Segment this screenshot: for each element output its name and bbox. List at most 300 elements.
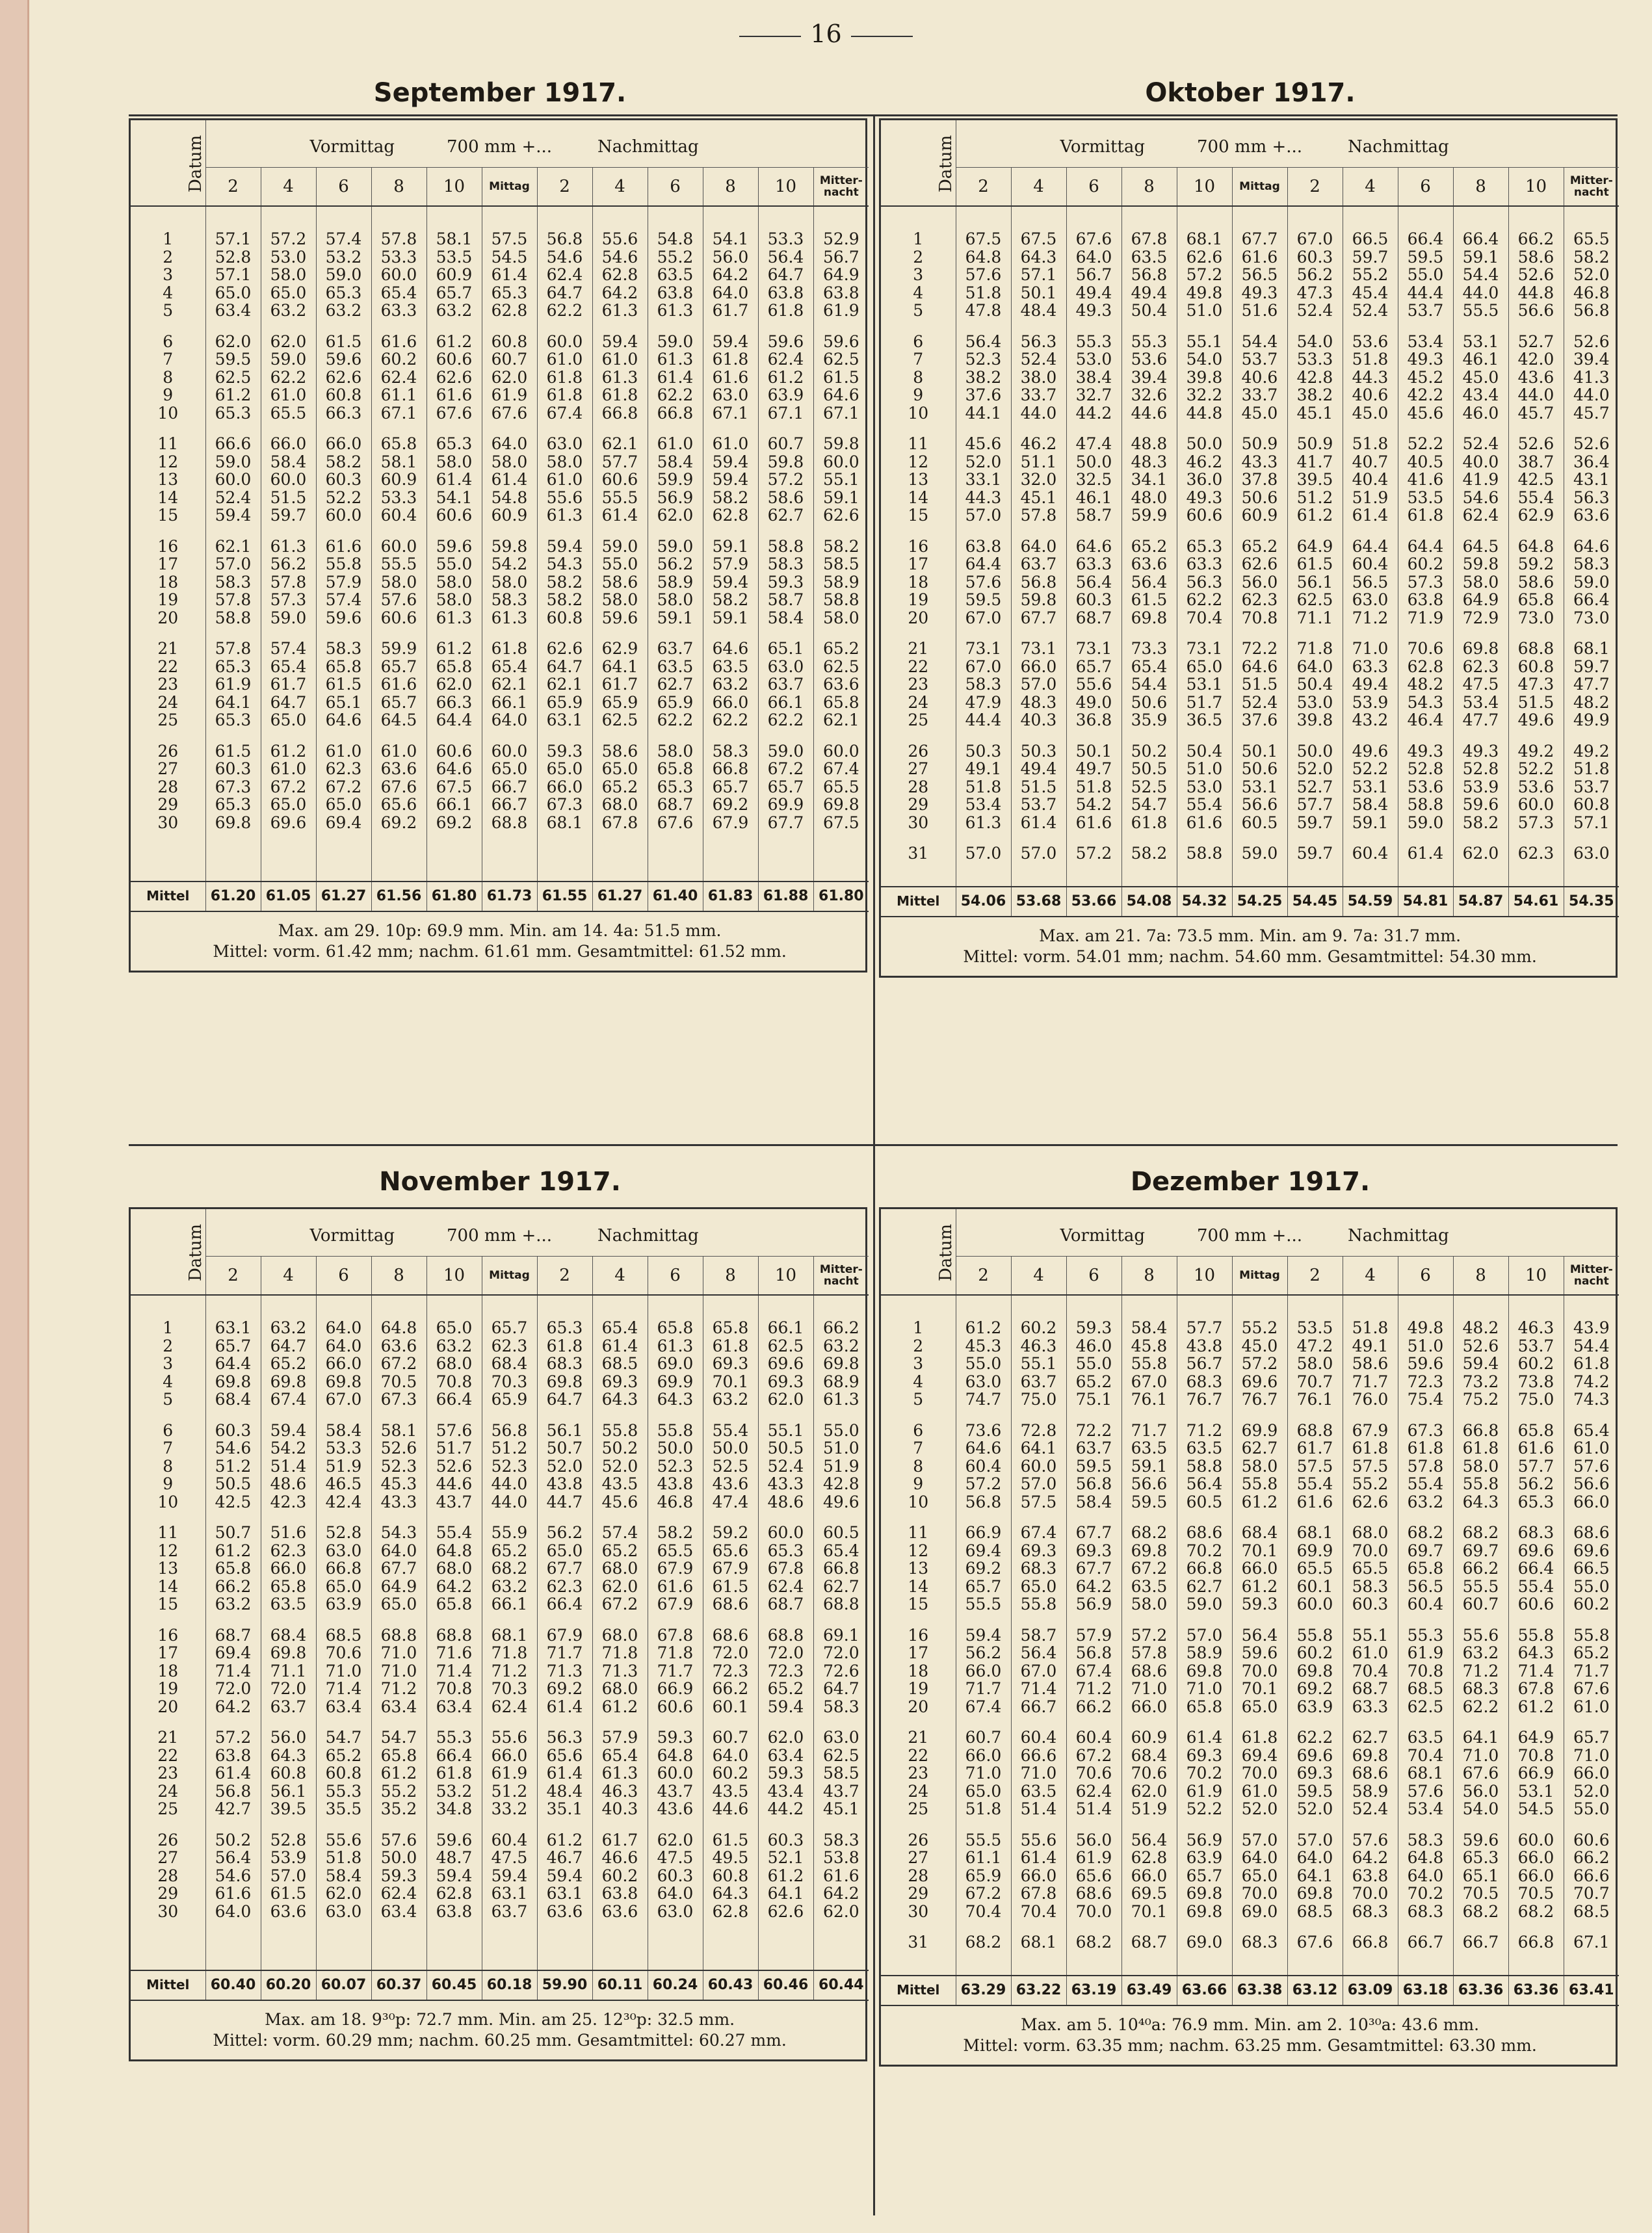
value-cell: 56.5 bbox=[1232, 266, 1287, 284]
value-cell: 73.1 bbox=[1177, 640, 1232, 658]
value-cell: 73.0 bbox=[1573, 608, 1610, 627]
value-cell: 50.0 bbox=[703, 1439, 758, 1457]
value-cell: 67.5 bbox=[1011, 230, 1066, 248]
day-cell: 8 bbox=[131, 369, 205, 387]
day-cell: 17 bbox=[131, 555, 205, 573]
value-cell: 56.8 bbox=[1121, 266, 1177, 284]
value-cell: 67.9 bbox=[703, 1560, 758, 1578]
value-cell: 68.7 bbox=[1343, 1680, 1398, 1698]
hour-header: 2 bbox=[537, 1257, 592, 1296]
value-cell: 63.0 bbox=[823, 1728, 859, 1747]
value-cell: 56.8 bbox=[482, 1422, 537, 1440]
hour-header: 6 bbox=[648, 168, 703, 207]
value-cell: 50.9 bbox=[1232, 435, 1287, 453]
value-cell: 67.9 bbox=[703, 814, 758, 845]
value-cell: 49.7 bbox=[1066, 760, 1121, 778]
day-cell: 28 bbox=[881, 778, 956, 796]
table-row bbox=[131, 538, 869, 556]
value-cell: 63.0 bbox=[648, 1903, 703, 1934]
value-cell: 68.7 bbox=[648, 796, 703, 814]
mittel-value: 61.40 bbox=[648, 881, 703, 911]
value-cell: 59.2 bbox=[703, 1524, 758, 1542]
value-cell: 55.6 bbox=[1453, 1626, 1508, 1645]
value-cell: 65.7 bbox=[1573, 1728, 1610, 1747]
value-cell: 53.4 bbox=[956, 796, 1011, 814]
value-cell: 64.9 bbox=[1453, 591, 1508, 609]
hour-header: 8 bbox=[1453, 1257, 1508, 1296]
value-cell: 61.8 bbox=[1232, 1729, 1287, 1747]
value-cell: 42.5 bbox=[205, 1493, 261, 1524]
value-cell: 58.7 bbox=[1066, 506, 1121, 538]
day-cell: 18 bbox=[881, 1662, 956, 1680]
value-cell: 64.6 bbox=[703, 640, 758, 658]
table-row bbox=[131, 1595, 869, 1626]
value-cell: 49.8 bbox=[1398, 1319, 1453, 1337]
table-row bbox=[881, 369, 1619, 387]
value-cell: 70.6 bbox=[1066, 1764, 1121, 1782]
value-cell: 56.9 bbox=[1066, 1595, 1121, 1626]
value-cell: 51.2 bbox=[482, 1439, 537, 1457]
value-cell: 56.8 bbox=[956, 1493, 1011, 1524]
value-cell: 55.2 bbox=[1343, 266, 1398, 284]
value-cell: 65.9 bbox=[648, 694, 703, 712]
value-cell: 45.6 bbox=[956, 435, 1011, 453]
value-cell: 61.9 bbox=[1066, 1849, 1121, 1867]
mittel-value: 61.73 bbox=[482, 881, 537, 911]
value-cell: 53.9 bbox=[1453, 778, 1508, 796]
value-cell: 60.0 bbox=[648, 1764, 703, 1782]
mittel-row bbox=[131, 1970, 869, 2000]
value-cell: 42.7 bbox=[205, 1800, 261, 1831]
value-cell: 40.0 bbox=[1453, 453, 1508, 471]
value-cell: 68.2 bbox=[1066, 1933, 1121, 1952]
value-cell: 66.4 bbox=[1508, 1560, 1564, 1578]
value-cell: 71.7 bbox=[1343, 1373, 1398, 1391]
value-cell: 67.2 bbox=[316, 778, 371, 796]
value-cell: 63.6 bbox=[537, 1903, 592, 1934]
value-cell: 49.6 bbox=[1343, 742, 1398, 761]
value-cell: 64.9 bbox=[1287, 538, 1343, 556]
value-cell: 65.8 bbox=[1398, 1560, 1453, 1578]
table-row bbox=[881, 435, 1619, 453]
value-cell: 62.6 bbox=[537, 640, 592, 658]
value-cell: 71.0 bbox=[1177, 1680, 1232, 1698]
day-cell: 4 bbox=[131, 1373, 205, 1391]
value-cell: 67.1 bbox=[703, 404, 758, 436]
hour-header: Mitter- nacht bbox=[1564, 168, 1619, 207]
value-cell: 59.4 bbox=[592, 333, 648, 351]
table-row bbox=[881, 1560, 1619, 1578]
day-cell: 13 bbox=[881, 471, 956, 489]
value-cell: 69.8 bbox=[1287, 1662, 1343, 1680]
value-cell: 65.1 bbox=[1453, 1867, 1508, 1885]
value-cell: 61.2 bbox=[426, 333, 482, 351]
value-cell: 58.2 bbox=[703, 489, 758, 507]
value-cell: 58.3 bbox=[205, 573, 261, 592]
footer-mittel: Mittel: vorm. 63.35 mm; nachm. 63.25 mm. Gesamtmittel: 63.30 mm. bbox=[963, 2035, 1537, 2055]
value-cell: 57.4 bbox=[316, 230, 371, 248]
value-cell: 65.0 bbox=[316, 796, 371, 814]
mittel-value: 54.06 bbox=[956, 887, 1011, 917]
month-table bbox=[129, 1207, 867, 2061]
value-cell: 57.6 bbox=[1398, 1782, 1453, 1801]
vormittag-label: Vormittag bbox=[309, 1226, 395, 1246]
value-cell: 61.6 bbox=[426, 386, 482, 404]
day-cell: 8 bbox=[131, 1457, 205, 1476]
value-cell: 61.3 bbox=[592, 369, 648, 387]
value-cell: 63.5 bbox=[1398, 1729, 1453, 1747]
value-cell: 59.6 bbox=[823, 332, 859, 351]
footer-mittel: Mittel: vorm. 60.29 mm; nachm. 60.25 mm. Gesamtmittel: 60.27 mm. bbox=[213, 2031, 787, 2050]
day-cell: 30 bbox=[131, 1903, 205, 1934]
hour-header: 10 bbox=[1177, 1257, 1232, 1296]
value-cell: 55.2 bbox=[648, 248, 703, 267]
value-cell: 69.3 bbox=[758, 1373, 813, 1391]
value-cell: 67.4 bbox=[1066, 1662, 1121, 1680]
value-cell: 64.9 bbox=[1508, 1729, 1564, 1747]
datum-header: Datum bbox=[881, 120, 956, 206]
value-cell: 52.6 bbox=[426, 1457, 482, 1476]
value-cell: 55.5 bbox=[592, 489, 648, 507]
value-cell: 63.2 bbox=[703, 1391, 758, 1422]
value-cell: 69.8 bbox=[1177, 1885, 1232, 1903]
value-cell: 52.5 bbox=[1121, 778, 1177, 796]
mittel-value: 61.27 bbox=[316, 881, 371, 911]
value-cell: 54.1 bbox=[426, 489, 482, 507]
value-cell: 54.0 bbox=[1287, 333, 1343, 351]
value-cell: 68.8 bbox=[1287, 1422, 1343, 1440]
value-cell: 55.8 bbox=[592, 1422, 648, 1440]
value-cell: 63.8 bbox=[1343, 1867, 1398, 1885]
table-row bbox=[131, 1867, 869, 1885]
value-cell: 64.0 bbox=[1066, 248, 1121, 267]
day-cell: 10 bbox=[881, 1493, 956, 1524]
value-cell: 59.3 bbox=[1066, 1319, 1121, 1337]
value-cell: 68.8 bbox=[823, 1595, 859, 1613]
value-cell: 62.5 bbox=[823, 657, 859, 676]
value-cell: 62.7 bbox=[1343, 1729, 1398, 1747]
value-cell: 59.0 bbox=[1232, 844, 1287, 863]
value-cell: 62.8 bbox=[703, 506, 758, 538]
value-cell: 65.7 bbox=[426, 284, 482, 302]
value-cell: 53.7 bbox=[1398, 302, 1453, 333]
page-number: 16 bbox=[0, 20, 1652, 48]
value-cell: 56.9 bbox=[1177, 1831, 1232, 1849]
value-cell: 56.4 bbox=[1011, 1644, 1066, 1662]
value-cell: 62.7 bbox=[1232, 1439, 1287, 1457]
value-cell: 52.6 bbox=[1573, 434, 1610, 453]
value-cell: 66.9 bbox=[956, 1524, 1011, 1542]
value-cell: 61.3 bbox=[592, 302, 648, 333]
value-cell: 71.3 bbox=[592, 1662, 648, 1680]
value-cell: 71.0 bbox=[956, 1764, 1011, 1782]
value-cell: 67.9 bbox=[648, 1595, 703, 1626]
value-cell: 63.4 bbox=[426, 1698, 482, 1729]
value-cell: 73.0 bbox=[1508, 609, 1564, 640]
value-cell: 58.8 bbox=[1398, 796, 1453, 814]
value-cell: 52.6 bbox=[1573, 332, 1610, 351]
table-row bbox=[881, 1595, 1619, 1626]
value-cell: 71.0 bbox=[1453, 1747, 1508, 1765]
day-cell: 13 bbox=[881, 1560, 956, 1578]
table-row bbox=[881, 1422, 1619, 1440]
day-cell: 16 bbox=[881, 1626, 956, 1645]
value-cell: 62.5 bbox=[823, 350, 859, 369]
hour-header: 8 bbox=[371, 1257, 426, 1296]
value-cell: 64.3 bbox=[703, 1885, 758, 1903]
value-cell: 33.7 bbox=[1232, 386, 1287, 404]
table-row bbox=[131, 248, 869, 267]
value-cell: 64.8 bbox=[956, 248, 1011, 267]
value-cell: 67.7 bbox=[758, 814, 813, 845]
value-cell: 61.6 bbox=[371, 333, 426, 351]
value-cell: 60.0 bbox=[1508, 796, 1564, 814]
value-cell: 68.3 bbox=[1343, 1903, 1398, 1934]
value-cell: 62.0 bbox=[823, 1901, 859, 1921]
value-cell: 55.6 bbox=[537, 489, 592, 507]
day-cell: 5 bbox=[131, 1391, 205, 1422]
value-cell: 40.7 bbox=[1343, 453, 1398, 471]
value-cell: 55.0 bbox=[956, 1355, 1011, 1373]
day-cell: 24 bbox=[131, 694, 205, 712]
table-row bbox=[131, 1475, 869, 1493]
table-row bbox=[881, 302, 1619, 333]
value-cell: 55.3 bbox=[1066, 333, 1121, 351]
value-cell: 65.8 bbox=[648, 760, 703, 778]
value-cell: 65.2 bbox=[1066, 1373, 1121, 1391]
value-cell: 64.0 bbox=[316, 1319, 371, 1337]
value-cell: 66.2 bbox=[1453, 1560, 1508, 1578]
value-cell: 58.0 bbox=[1287, 1355, 1343, 1373]
value-cell: 58.3 bbox=[1343, 1578, 1398, 1596]
value-cell: 69.9 bbox=[1287, 1542, 1343, 1560]
value-cell: 62.1 bbox=[823, 711, 859, 729]
value-cell: 65.5 bbox=[1573, 229, 1610, 248]
value-cell: 66.0 bbox=[482, 1747, 537, 1765]
value-cell: 61.3 bbox=[648, 350, 703, 369]
value-cell: 69.9 bbox=[1232, 1422, 1287, 1440]
value-cell: 69.8 bbox=[316, 1373, 371, 1391]
value-cell: 67.8 bbox=[758, 1560, 813, 1578]
table-row bbox=[131, 1319, 869, 1337]
value-cell: 53.9 bbox=[261, 1849, 316, 1867]
value-cell: 50.9 bbox=[1287, 435, 1343, 453]
value-cell: 65.3 bbox=[205, 796, 261, 814]
nachmittag-label: Nachmittag bbox=[597, 1226, 699, 1246]
day-cell: 3 bbox=[131, 1355, 205, 1373]
table-row bbox=[881, 1644, 1619, 1662]
value-cell: 55.8 bbox=[1453, 1475, 1508, 1493]
day-cell: 26 bbox=[131, 742, 205, 761]
hour-header: 4 bbox=[1011, 1257, 1066, 1296]
value-cell: 65.7 bbox=[371, 694, 426, 712]
value-cell: 62.3 bbox=[537, 1578, 592, 1596]
value-cell: 65.8 bbox=[426, 1595, 482, 1626]
value-cell: 54.8 bbox=[482, 489, 537, 507]
value-cell: 57.5 bbox=[482, 230, 537, 248]
table-row bbox=[131, 694, 869, 712]
value-cell: 55.4 bbox=[1508, 489, 1564, 507]
value-cell: 64.4 bbox=[426, 711, 482, 742]
value-cell: 68.6 bbox=[1121, 1662, 1177, 1680]
value-cell: 61.8 bbox=[592, 386, 648, 404]
value-cell: 38.4 bbox=[1066, 369, 1121, 387]
value-cell: 55.4 bbox=[1398, 1475, 1453, 1493]
value-cell: 66.0 bbox=[537, 778, 592, 796]
value-cell: 61.4 bbox=[537, 1764, 592, 1782]
value-cell: 48.6 bbox=[261, 1475, 316, 1493]
table-row bbox=[131, 1764, 869, 1782]
value-cell: 64.4 bbox=[956, 555, 1011, 573]
value-cell: 56.4 bbox=[205, 1849, 261, 1867]
table-row bbox=[131, 435, 869, 453]
value-cell: 66.4 bbox=[537, 1595, 592, 1626]
value-cell: 45.3 bbox=[956, 1337, 1011, 1355]
day-cell: 20 bbox=[881, 1698, 956, 1729]
hour-header: 6 bbox=[1066, 168, 1121, 207]
day-cell: 3 bbox=[131, 266, 205, 284]
table-row bbox=[131, 1626, 869, 1645]
value-cell: 70.4 bbox=[1177, 609, 1232, 640]
value-cell: 42.8 bbox=[823, 1474, 859, 1493]
value-cell: 63.6 bbox=[371, 1337, 426, 1355]
day-cell: 17 bbox=[881, 1644, 956, 1662]
value-cell: 66.3 bbox=[426, 694, 482, 712]
value-cell: 65.3 bbox=[205, 711, 261, 742]
value-cell: 52.6 bbox=[1453, 1337, 1508, 1355]
value-cell: 51.8 bbox=[316, 1849, 371, 1867]
value-cell: 65.8 bbox=[823, 692, 859, 712]
value-cell: 64.1 bbox=[1287, 1867, 1343, 1885]
value-cell: 33.1 bbox=[956, 471, 1011, 489]
value-cell: 59.0 bbox=[758, 742, 813, 761]
value-cell: 66.0 bbox=[1011, 1867, 1066, 1885]
value-cell: 58.4 bbox=[758, 609, 813, 640]
value-cell: 55.6 bbox=[1066, 675, 1121, 694]
value-cell: 69.8 bbox=[1121, 609, 1177, 640]
value-cell: 61.2 bbox=[1232, 1493, 1287, 1524]
hour-header: 2 bbox=[956, 168, 1011, 207]
value-cell: 48.2 bbox=[1398, 675, 1453, 694]
value-cell: 65.3 bbox=[1508, 1493, 1564, 1524]
value-cell: 60.2 bbox=[1508, 1355, 1564, 1373]
value-cell: 60.5 bbox=[823, 1523, 859, 1542]
value-cell: 65.2 bbox=[592, 1542, 648, 1560]
value-cell: 67.2 bbox=[371, 1355, 426, 1373]
value-cell: 58.8 bbox=[1177, 844, 1232, 863]
value-cell: 60.2 bbox=[1011, 1319, 1066, 1337]
value-cell: 57.8 bbox=[205, 591, 261, 609]
value-cell: 68.9 bbox=[823, 1372, 859, 1391]
value-cell: 69.3 bbox=[1066, 1542, 1121, 1560]
value-cell: 64.1 bbox=[758, 1885, 813, 1903]
table-row bbox=[131, 1542, 869, 1560]
value-cell: 60.0 bbox=[205, 471, 261, 489]
value-cell: 55.8 bbox=[1011, 1595, 1066, 1626]
table-row bbox=[881, 1662, 1619, 1680]
value-cell: 69.2 bbox=[1287, 1680, 1343, 1698]
value-cell: 62.1 bbox=[592, 435, 648, 453]
day-cell: 12 bbox=[881, 1542, 956, 1560]
value-cell: 71.2 bbox=[1343, 609, 1398, 640]
value-cell: 69.2 bbox=[956, 1560, 1011, 1578]
value-cell: 56.4 bbox=[1177, 1475, 1232, 1493]
value-cell: 51.7 bbox=[426, 1439, 482, 1457]
value-cell: 62.2 bbox=[1453, 1698, 1508, 1729]
value-cell: 56.2 bbox=[648, 555, 703, 573]
value-cell: 57.0 bbox=[261, 1867, 316, 1885]
value-cell: 54.5 bbox=[1508, 1800, 1564, 1831]
value-cell: 66.7 bbox=[1453, 1933, 1508, 1952]
value-cell: 66.5 bbox=[1343, 230, 1398, 248]
day-cell: 6 bbox=[881, 333, 956, 351]
value-cell: 43.3 bbox=[1232, 453, 1287, 471]
value-cell: 68.5 bbox=[592, 1355, 648, 1373]
value-cell: 54.6 bbox=[1453, 489, 1508, 507]
value-cell: 39.5 bbox=[261, 1800, 316, 1831]
mittel-value: 63.19 bbox=[1066, 1976, 1121, 2005]
value-cell: 67.6 bbox=[426, 404, 482, 436]
value-cell: 67.2 bbox=[1121, 1560, 1177, 1578]
value-cell: 49.9 bbox=[1573, 711, 1610, 729]
day-cell: 24 bbox=[131, 1782, 205, 1801]
value-cell: 68.2 bbox=[1508, 1903, 1564, 1934]
table-row bbox=[131, 1524, 869, 1542]
value-cell: 63.7 bbox=[482, 1903, 537, 1934]
value-cell: 65.0 bbox=[537, 760, 592, 778]
table-row bbox=[131, 506, 869, 538]
day-cell: 24 bbox=[881, 1782, 956, 1801]
value-cell: 68.1 bbox=[482, 1626, 537, 1645]
value-cell: 66.8 bbox=[1177, 1560, 1232, 1578]
value-cell: 70.8 bbox=[426, 1680, 482, 1698]
value-cell: 70.0 bbox=[1343, 1885, 1398, 1903]
value-cell: 71.0 bbox=[371, 1662, 426, 1680]
value-cell: 61.8 bbox=[1398, 1439, 1453, 1457]
value-cell: 56.3 bbox=[537, 1729, 592, 1747]
value-cell: 69.2 bbox=[371, 814, 426, 845]
value-cell: 64.4 bbox=[1398, 538, 1453, 556]
value-cell: 66.0 bbox=[261, 435, 316, 453]
value-cell: 64.0 bbox=[371, 1542, 426, 1560]
value-cell: 60.3 bbox=[316, 471, 371, 489]
value-cell: 70.4 bbox=[1343, 1662, 1398, 1680]
value-cell: 65.4 bbox=[592, 1747, 648, 1765]
value-cell: 62.0 bbox=[1121, 1782, 1177, 1801]
unit-label: 700 mm +... bbox=[446, 1226, 553, 1246]
value-cell: 58.6 bbox=[1508, 248, 1564, 267]
value-cell: 43.8 bbox=[648, 1475, 703, 1493]
value-cell: 61.8 bbox=[1121, 814, 1177, 845]
value-cell: 49.3 bbox=[1066, 302, 1121, 333]
value-cell: 43.3 bbox=[371, 1493, 426, 1524]
value-cell: 60.0 bbox=[823, 741, 859, 761]
mittel-row bbox=[881, 1976, 1619, 2005]
value-cell: 56.2 bbox=[537, 1524, 592, 1542]
day-cell: 26 bbox=[131, 1831, 205, 1849]
value-cell: 66.8 bbox=[1453, 1422, 1508, 1440]
value-cell: 64.2 bbox=[823, 1884, 859, 1903]
value-cell: 56.3 bbox=[1177, 573, 1232, 592]
value-cell: 73.1 bbox=[956, 640, 1011, 658]
value-cell: 63.2 bbox=[1453, 1644, 1508, 1662]
value-cell: 59.6 bbox=[1398, 1355, 1453, 1373]
value-cell: 68.6 bbox=[1177, 1524, 1232, 1542]
value-cell: 61.2 bbox=[758, 1867, 813, 1885]
footer-mittel: Mittel: vorm. 54.01 mm; nachm. 54.60 mm. Gesamtmittel: 54.30 mm. bbox=[963, 947, 1537, 966]
value-cell: 63.7 bbox=[1066, 1439, 1121, 1457]
value-cell: 50.2 bbox=[205, 1831, 261, 1849]
